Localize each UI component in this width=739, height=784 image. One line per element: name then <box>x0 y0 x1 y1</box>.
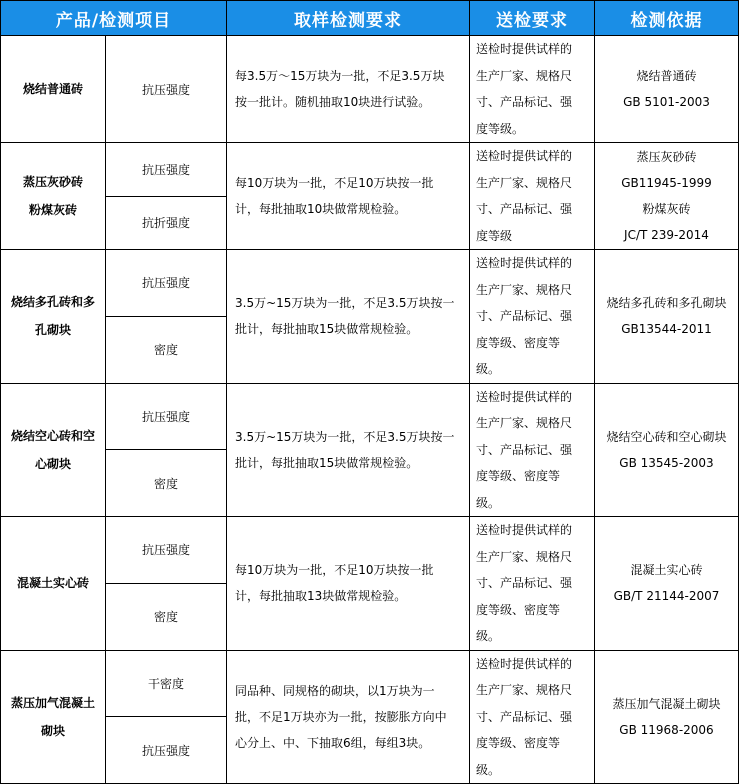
test-item: 密度 <box>106 450 227 517</box>
header-requirement: 取样检测要求 <box>227 1 470 36</box>
sampling-requirement: 每10万块为一批，不足10万块按一批 计，每批抽取13块做常规检验。 <box>227 517 470 651</box>
test-basis: 蒸压加气混凝土砌块 GB 11968-2006 <box>595 650 739 784</box>
submission-requirement: 送检时提供试样的 生产厂家、规格尺 寸、产品标记、强 度等级 <box>470 143 595 250</box>
test-item: 抗压强度 <box>106 383 227 450</box>
product-name: 烧结空心砖和空 心砌块 <box>1 383 106 517</box>
header-product: 产品/检测项目 <box>1 1 227 36</box>
test-item: 抗压强度 <box>106 143 227 197</box>
header-row <box>1 1 739 36</box>
submission-requirement: 送检时提供试样的 生产厂家、规格尺 寸、产品标记、强 度等级。 <box>470 36 595 143</box>
sampling-requirement: 每10万块为一批，不足10万块按一批 计，每批抽取10块做常规检验。 <box>227 143 470 250</box>
table-row <box>1 517 739 584</box>
test-basis: 混凝土实心砖 GB/T 21144-2007 <box>595 517 739 651</box>
submission-requirement: 送检时提供试样的 生产厂家、规格尺 寸、产品标记、强 度等级、密度等 级。 <box>470 250 595 384</box>
test-basis: 蒸压灰砂砖 GB11945-1999 粉煤灰砖 JC/T 239-2014 <box>595 143 739 250</box>
header-submission: 送检要求 <box>470 1 595 36</box>
test-item: 抗压强度 <box>106 517 227 584</box>
sampling-requirement: 同品种、同规格的砌块，以1万块为一 批，不足1万块亦为一批，按膨胀方向中 心分上、中、下抽取6组，每组3块。 <box>227 650 470 784</box>
product-name: 蒸压灰砂砖 粉煤灰砖 <box>1 143 106 250</box>
table-row <box>1 250 739 317</box>
test-item: 抗折强度 <box>106 196 227 250</box>
test-item: 干密度 <box>106 650 227 717</box>
test-item: 抗压强度 <box>106 250 227 317</box>
sampling-requirement: 每3.5万～15万块为一批，不足3.5万块 按一批计。随机抽取10块进行试验。 <box>227 36 470 143</box>
sampling-requirement: 3.5万~15万块为一批，不足3.5万块按一 批计，每批抽取15块做常规检验。 <box>227 250 470 384</box>
table-row <box>1 143 739 197</box>
test-basis: 烧结多孔砖和多孔砌块 GB13544-2011 <box>595 250 739 384</box>
submission-requirement: 送检时提供试样的 生产厂家、规格尺 寸、产品标记、强 度等级、密度等 级。 <box>470 383 595 517</box>
test-item: 密度 <box>106 583 227 650</box>
product-name: 混凝土实心砖 <box>1 517 106 651</box>
submission-requirement: 送检时提供试样的 生产厂家、规格尺 寸、产品标记、强 度等级、密度等 级。 <box>470 517 595 651</box>
sampling-requirement: 3.5万~15万块为一批，不足3.5万块按一 批计，每批抽取15块做常规检验。 <box>227 383 470 517</box>
table-row <box>1 36 739 143</box>
submission-requirement: 送检时提供试样的 生产厂家、规格尺 寸、产品标记、强 度等级、密度等 级。 <box>470 650 595 784</box>
product-name: 蒸压加气混凝土 砌块 <box>1 650 106 784</box>
product-name: 烧结多孔砖和多 孔砌块 <box>1 250 106 384</box>
product-name: 烧结普通砖 <box>1 36 106 143</box>
header-basis: 检测依据 <box>595 1 739 36</box>
test-basis: 烧结空心砖和空心砌块 GB 13545-2003 <box>595 383 739 517</box>
test-item: 抗压强度 <box>106 717 227 784</box>
test-item: 抗压强度 <box>106 36 227 143</box>
table-row <box>1 383 739 450</box>
test-basis: 烧结普通砖 GB 5101-2003 <box>595 36 739 143</box>
test-item: 密度 <box>106 316 227 383</box>
table-row <box>1 650 739 717</box>
